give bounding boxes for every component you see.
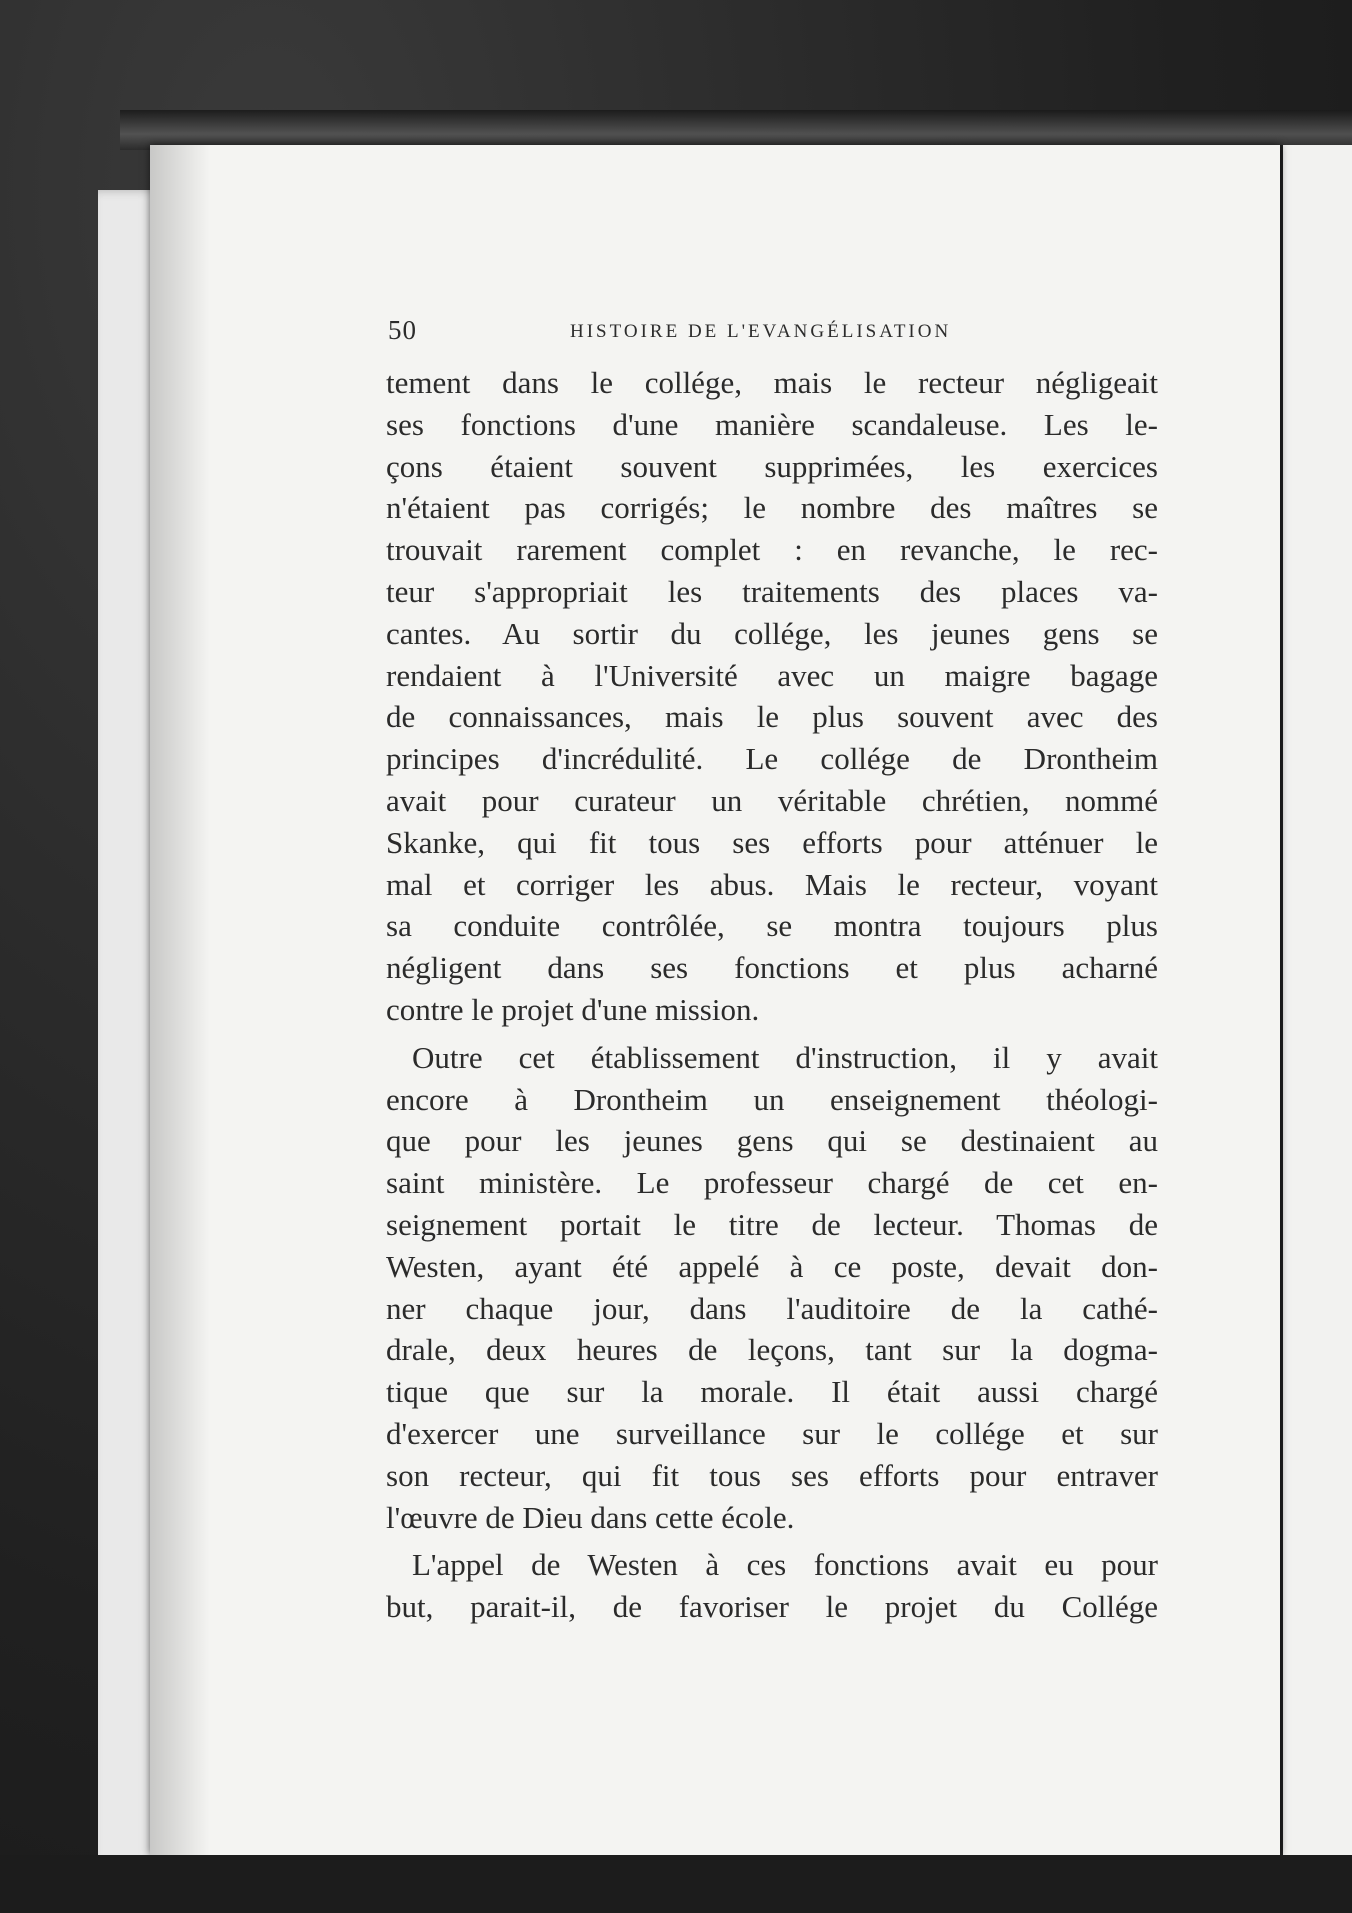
body-text [386, 362, 1158, 1628]
text-line: l'œuvre de Dieu dans cette école. [386, 1499, 795, 1535]
running-header [388, 315, 1148, 351]
text-line: que pour les jeunes gens qui se destinaient au [386, 1123, 1158, 1159]
scan-top-edge [120, 110, 1352, 150]
text-line: Outre cet établissement d'instruction, il y avait [412, 1039, 1158, 1075]
text-line: Skanke, qui fit tous ses efforts pour atténuer le [386, 824, 1158, 860]
text-line: Westen, ayant été appelé à ce poste, devait don- [386, 1248, 1158, 1284]
text-line: encore à Drontheim un enseignement théologi- [386, 1081, 1158, 1117]
scan-bottom-edge [0, 1855, 1352, 1913]
text-line: sa conduite contrôlée, se montra toujours plus [386, 908, 1158, 944]
next-page-edge [1280, 145, 1352, 1913]
text-line: trouvait rarement complet : en revanche, le rec- [386, 532, 1158, 568]
text-line: tique que sur la morale. Il était aussi chargé [386, 1374, 1158, 1410]
text-line: d'exercer une surveillance sur le collége et sur [386, 1415, 1158, 1451]
text-line: drale, deux heures de leçons, tant sur la dogma- [386, 1332, 1158, 1368]
text-line: cantes. Au sortir du collége, les jeunes gens se [386, 615, 1158, 651]
text-line: L'appel de Westen à ces fonctions avait eu pour [412, 1547, 1158, 1583]
text-line: seignement portait le titre de lecteur. Thomas de [386, 1206, 1158, 1242]
page-number: 50 [388, 315, 417, 345]
running-title: HISTOIRE DE L'EVANGÉLISATION [570, 321, 952, 342]
text-line: son recteur, qui fit tous ses efforts pour entraver [386, 1457, 1158, 1493]
text-line: çons étaient souvent supprimées, les exercices [386, 448, 1158, 484]
text-line: principes d'incrédulité. Le collége de Drontheim [386, 741, 1158, 777]
text-line: rendaient à l'Université avec un maigre bagage [386, 657, 1158, 693]
text-line: ses fonctions d'une manière scandaleuse. Les le- [386, 406, 1158, 442]
text-line: tement dans le collége, mais le recteur négligeait [386, 365, 1158, 400]
text-line: n'étaient pas corrigés; le nombre des maîtres se [386, 490, 1158, 526]
text-line: avait pour curateur un véritable chrétien, nommé [386, 782, 1158, 818]
text-line: saint ministère. Le professeur chargé de cet en- [386, 1165, 1158, 1201]
text-line: teur s'appropriait les traitements des places va- [386, 573, 1158, 609]
text-line: de connaissances, mais le plus souvent avec des [386, 699, 1158, 735]
text-line: mal et corriger les abus. Mais le recteur, voyant [386, 866, 1158, 902]
text-line: ner chaque jour, dans l'auditoire de la cathé- [386, 1290, 1158, 1326]
text-line: contre le projet d'une mission. [386, 991, 760, 1027]
text-line: négligent dans ses fonctions et plus acharné [386, 950, 1158, 986]
gutter-shadow [150, 145, 210, 1855]
text-line: but, parait-il, de favoriser le projet du Collége [386, 1589, 1158, 1625]
